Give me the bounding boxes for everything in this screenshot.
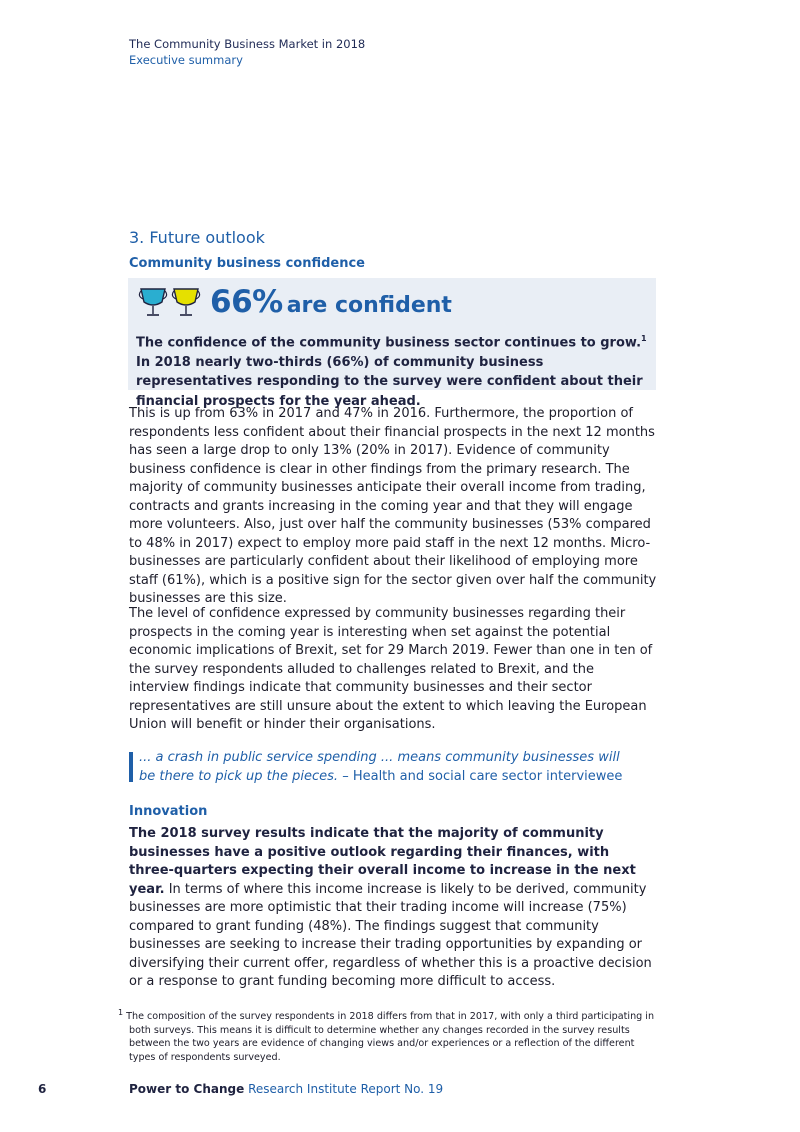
- running-header: [129, 36, 365, 68]
- callout-text-part2: In 2018 nearly two-thirds (66%) of community business representatives responding to the survey were confident about their financial prospects for the year ahead.: [136, 354, 643, 409]
- quote-text: ... a crash in public service spending ... means community businesses will be there to pick up the pieces.: [139, 750, 620, 784]
- headline-percent: 66%: [210, 284, 283, 320]
- trophy-icon: [172, 289, 199, 315]
- section-subtitle: Community business confidence: [129, 256, 365, 271]
- callout-text-part1: The confidence of the community business sector continues to grow.: [136, 335, 642, 351]
- subsection-title: Innovation: [129, 804, 208, 819]
- footer-brand: Power to Change: [129, 1082, 245, 1096]
- body-paragraph: This is up from 63% in 2017 and 47% in 2016. Furthermore, the proportion of respondents less confident about their financial prospects in the next 12 months has seen a large drop to only 13% (20% in 2017). Evidence of community business confidence is clear in other findings from the primary research. The majority of community businesses anticipate their overall income from trading, contracts and grants increasing in the coming year and that they will engage more volunteers. Also, just over half the community businesses (53% compared to 48% in 2017) expect to employ more paid staff in the next 12 months. Micro-businesses are particularly confident about their likelihood of employing more staff (61%), which is a positive sign for the sector given over half the community businesses are this size.: [129, 406, 657, 606]
- section-title: 3. Future outlook: [129, 228, 265, 247]
- report-section: Executive summary: [129, 53, 243, 67]
- footnote-ref[interactable]: 1: [641, 334, 647, 343]
- report-title: The Community Business Market in 2018: [129, 37, 366, 51]
- running-footer: [129, 1082, 443, 1096]
- footnote: [118, 1006, 658, 1064]
- trophy-icons: [138, 286, 202, 320]
- body-paragraph: [129, 825, 657, 992]
- page-number: 6: [38, 1082, 47, 1096]
- quote-bar: [129, 752, 133, 782]
- pull-quote: [139, 749, 639, 786]
- callout-text: [136, 329, 652, 411]
- footer-report: Research Institute Report No. 19: [244, 1082, 444, 1096]
- body-paragraph: The level of confidence expressed by community businesses regarding their prospects in the coming year is interesting when set against the potential economic implications of Brexit, set for 29 March 2019. Fewer than one in ten of the survey respondents alluded to challenges related to Brexit, and the interview findings indicate that community businesses and their sector representatives are still unsure about the extent to which leaving the European Union will benefit or hinder their organisations.: [129, 606, 653, 732]
- headline-text: are confident: [286, 293, 452, 318]
- footnote-text: The composition of the survey respondents in 2018 differs from that in 2017, with only a third participating in both surveys. This means it is difficult to determine whether any changes recorded in the survey results between the two years are evidence of changing views and/or experiences or a reflection of the different types of respondents surveyed.: [123, 1011, 655, 1063]
- confidence-callout: [128, 278, 656, 409]
- paragraph-body: In terms of where this income increase is likely to be derived, community businesses are more optimistic that their trading income will increase (75%) compared to grant funding (48%). The findings suggest that community businesses are seeking to increase their trading opportunities by expanding or diversifying their current offer, regardless of whether this is a proactive decision or a response to grant funding becoming more difficult to access.: [129, 881, 652, 989]
- trophy-icon: [139, 289, 166, 315]
- headline-stat: [210, 284, 452, 320]
- footnote-mark: 1: [118, 1008, 124, 1017]
- lead-sentence: The 2018 survey results indicate that the majority of community businesses have a positive outlook regarding their finances, with three-quarters expecting their overall income to increase in the next year.: [129, 826, 636, 897]
- quote-attribution: – Health and social care sector interviewee: [338, 768, 623, 784]
